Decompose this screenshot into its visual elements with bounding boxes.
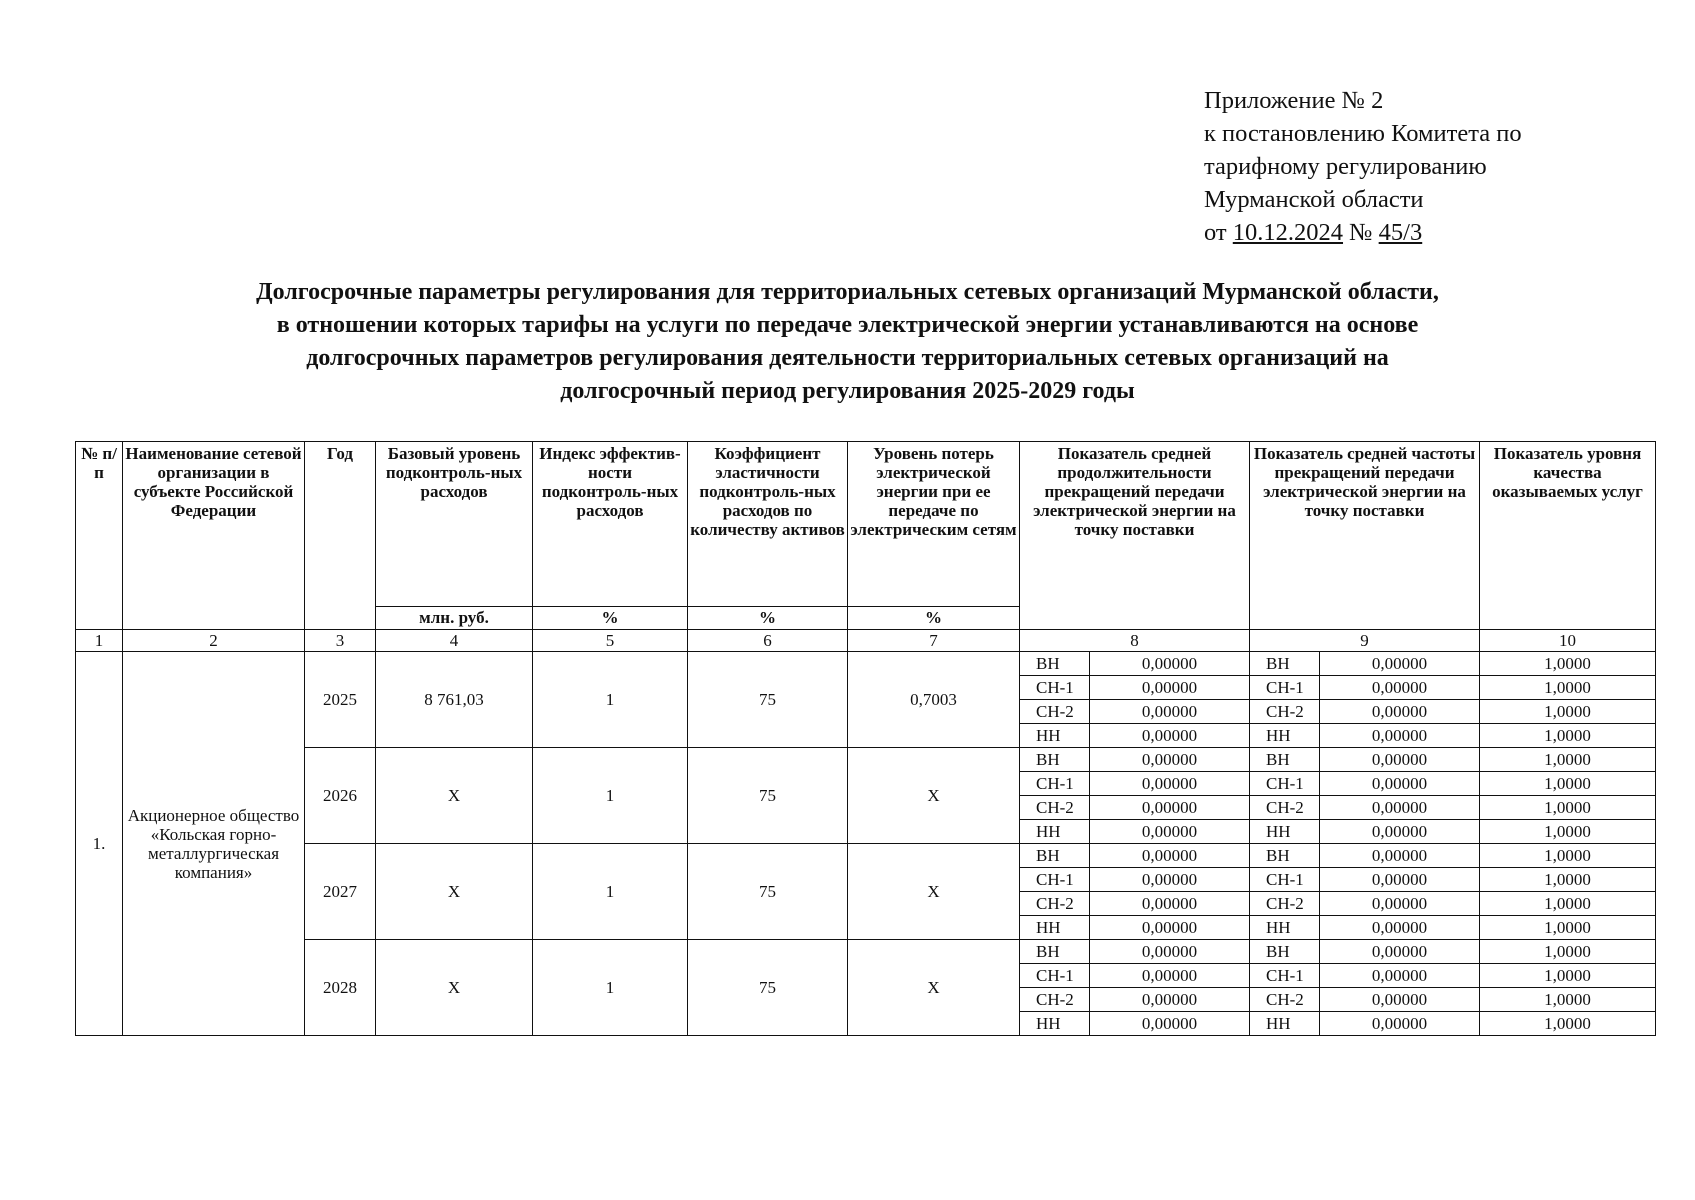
voltage-level-cell: СН-2 xyxy=(1250,700,1320,724)
voltage-level-cell: НН xyxy=(1250,724,1320,748)
quality-value-cell: 1,0000 xyxy=(1480,892,1656,916)
frequency-value-cell: 0,00000 xyxy=(1320,844,1480,868)
duration-value-cell: 0,00000 xyxy=(1090,820,1250,844)
unit-c6: % xyxy=(688,606,848,629)
parameters-table xyxy=(75,441,1656,1036)
quality-value-cell: 1,0000 xyxy=(1480,724,1656,748)
title-line: Долгосрочные параметры регулирования для территориальных сетевых организаций Мурманской области, xyxy=(256,279,1439,305)
header-base-level: Базовый уровень подконтроль-ных расходов xyxy=(376,442,533,607)
losses-cell: Х xyxy=(848,940,1020,1036)
year-cell: 2025 xyxy=(305,652,376,748)
date-prefix: от xyxy=(1204,219,1227,246)
frequency-value-cell: 0,00000 xyxy=(1320,748,1480,772)
base-level-cell: Х xyxy=(376,844,533,940)
header-year: Год xyxy=(305,442,376,630)
header-duration: Показатель средней продолжительности прекращений передачи электрической энергии на точку поставки xyxy=(1020,442,1250,630)
table-row xyxy=(76,940,1656,964)
row-number: 1. xyxy=(76,652,123,1036)
losses-cell: Х xyxy=(848,748,1020,844)
column-number: 7 xyxy=(848,630,1020,652)
duration-value-cell: 0,00000 xyxy=(1090,700,1250,724)
efficiency-index-cell: 1 xyxy=(533,748,688,844)
voltage-level-cell: СН-1 xyxy=(1020,772,1090,796)
appendix-block xyxy=(1204,84,1522,249)
frequency-value-cell: 0,00000 xyxy=(1320,868,1480,892)
frequency-value-cell: 0,00000 xyxy=(1320,1012,1480,1036)
voltage-level-cell: СН-1 xyxy=(1020,868,1090,892)
voltage-level-cell: СН-2 xyxy=(1020,892,1090,916)
frequency-value-cell: 0,00000 xyxy=(1320,700,1480,724)
voltage-level-cell: ВН xyxy=(1250,940,1320,964)
voltage-level-cell: ВН xyxy=(1020,940,1090,964)
frequency-value-cell: 0,00000 xyxy=(1320,940,1480,964)
voltage-level-cell: НН xyxy=(1020,916,1090,940)
voltage-level-cell: ВН xyxy=(1020,844,1090,868)
duration-value-cell: 0,00000 xyxy=(1090,940,1250,964)
duration-value-cell: 0,00000 xyxy=(1090,724,1250,748)
efficiency-index-cell: 1 xyxy=(533,844,688,940)
frequency-value-cell: 0,00000 xyxy=(1320,676,1480,700)
unit-c4: млн. руб. xyxy=(376,606,533,629)
header-quality: Показатель уровня качества оказываемых услуг xyxy=(1480,442,1656,630)
voltage-level-cell: НН xyxy=(1250,1012,1320,1036)
column-number: 5 xyxy=(533,630,688,652)
voltage-level-cell: СН-1 xyxy=(1020,964,1090,988)
frequency-value-cell: 0,00000 xyxy=(1320,988,1480,1012)
appendix-line: к постановлению Комитета по xyxy=(1204,120,1522,147)
title-line: долгосрочных параметров регулирования деятельности территориальных сетевых организаций на xyxy=(306,345,1389,371)
decree-date: 10.12.2024 xyxy=(1232,219,1344,246)
header-elasticity: Коэффициент эластичности подконтроль-ных расходов по количеству активов xyxy=(688,442,848,607)
voltage-level-cell: СН-2 xyxy=(1250,796,1320,820)
header-losses: Уровень потерь электрической энергии при ее передаче по электрическим сетям xyxy=(848,442,1020,607)
column-numbers-row xyxy=(76,630,1656,652)
quality-value-cell: 1,0000 xyxy=(1480,820,1656,844)
decree-number: 45/3 xyxy=(1378,219,1423,246)
column-number: 6 xyxy=(688,630,848,652)
quality-value-cell: 1,0000 xyxy=(1480,1012,1656,1036)
frequency-value-cell: 0,00000 xyxy=(1320,892,1480,916)
frequency-value-cell: 0,00000 xyxy=(1320,772,1480,796)
base-level-cell: 8 761,03 xyxy=(376,652,533,748)
frequency-value-cell: 0,00000 xyxy=(1320,796,1480,820)
voltage-level-cell: ВН xyxy=(1250,652,1320,676)
voltage-level-cell: СН-1 xyxy=(1250,868,1320,892)
duration-value-cell: 0,00000 xyxy=(1090,772,1250,796)
column-number: 1 xyxy=(76,630,123,652)
voltage-level-cell: НН xyxy=(1020,724,1090,748)
voltage-level-cell: ВН xyxy=(1250,748,1320,772)
duration-value-cell: 0,00000 xyxy=(1090,916,1250,940)
header-efficiency-index: Индекс эффектив-ности подконтроль-ных расходов xyxy=(533,442,688,607)
quality-value-cell: 1,0000 xyxy=(1480,868,1656,892)
header-frequency: Показатель средней частоты прекращений передачи электрической энергии на точку поставки xyxy=(1250,442,1480,630)
unit-c5: % xyxy=(533,606,688,629)
column-number: 10 xyxy=(1480,630,1656,652)
duration-value-cell: 0,00000 xyxy=(1090,676,1250,700)
quality-value-cell: 1,0000 xyxy=(1480,988,1656,1012)
elasticity-cell: 75 xyxy=(688,748,848,844)
column-number: 2 xyxy=(123,630,305,652)
quality-value-cell: 1,0000 xyxy=(1480,844,1656,868)
quality-value-cell: 1,0000 xyxy=(1480,652,1656,676)
quality-value-cell: 1,0000 xyxy=(1480,964,1656,988)
voltage-level-cell: ВН xyxy=(1020,748,1090,772)
voltage-level-cell: СН-2 xyxy=(1250,988,1320,1012)
column-number: 4 xyxy=(376,630,533,652)
voltage-level-cell: СН-1 xyxy=(1250,772,1320,796)
duration-value-cell: 0,00000 xyxy=(1090,748,1250,772)
appendix-line: Приложение № 2 xyxy=(1204,87,1384,114)
base-level-cell: Х xyxy=(376,940,533,1036)
org-name: Акционерное общество «Кольская горно-металлургическая компания» xyxy=(123,652,305,1036)
quality-value-cell: 1,0000 xyxy=(1480,748,1656,772)
voltage-level-cell: СН-1 xyxy=(1250,676,1320,700)
document-title xyxy=(80,276,1615,408)
voltage-level-cell: СН-2 xyxy=(1020,700,1090,724)
quality-value-cell: 1,0000 xyxy=(1480,796,1656,820)
quality-value-cell: 1,0000 xyxy=(1480,676,1656,700)
frequency-value-cell: 0,00000 xyxy=(1320,820,1480,844)
voltage-level-cell: СН-1 xyxy=(1020,676,1090,700)
quality-value-cell: 1,0000 xyxy=(1480,916,1656,940)
column-number: 8 xyxy=(1020,630,1250,652)
year-cell: 2028 xyxy=(305,940,376,1036)
quality-value-cell: 1,0000 xyxy=(1480,700,1656,724)
voltage-level-cell: СН-1 xyxy=(1250,964,1320,988)
voltage-level-cell: ВН xyxy=(1020,652,1090,676)
frequency-value-cell: 0,00000 xyxy=(1320,964,1480,988)
voltage-level-cell: СН-2 xyxy=(1020,796,1090,820)
title-line: в отношении которых тарифы на услуги по передаче электрической энергии устанавливаются на основе xyxy=(276,312,1419,338)
frequency-value-cell: 0,00000 xyxy=(1320,724,1480,748)
appendix-line: Мурманской области xyxy=(1204,186,1424,213)
duration-value-cell: 0,00000 xyxy=(1090,988,1250,1012)
duration-value-cell: 0,00000 xyxy=(1090,1012,1250,1036)
duration-value-cell: 0,00000 xyxy=(1090,652,1250,676)
voltage-level-cell: НН xyxy=(1250,820,1320,844)
frequency-value-cell: 0,00000 xyxy=(1320,652,1480,676)
header-org-name: Наименование сетевой организации в субъекте Российской Федерации xyxy=(123,442,305,630)
duration-value-cell: 0,00000 xyxy=(1090,892,1250,916)
duration-value-cell: 0,00000 xyxy=(1090,796,1250,820)
duration-value-cell: 0,00000 xyxy=(1090,844,1250,868)
frequency-value-cell: 0,00000 xyxy=(1320,916,1480,940)
efficiency-index-cell: 1 xyxy=(533,652,688,748)
duration-value-cell: 0,00000 xyxy=(1090,868,1250,892)
appendix-line: тарифному регулированию xyxy=(1204,153,1487,180)
elasticity-cell: 75 xyxy=(688,844,848,940)
appendix-date-line xyxy=(1204,216,1522,249)
losses-cell: Х xyxy=(848,844,1020,940)
header-row xyxy=(76,442,1656,607)
title-line: долгосрочный период регулирования 2025-2029 годы xyxy=(560,378,1135,404)
column-number: 3 xyxy=(305,630,376,652)
voltage-level-cell: СН-2 xyxy=(1020,988,1090,1012)
voltage-level-cell: СН-2 xyxy=(1250,892,1320,916)
elasticity-cell: 75 xyxy=(688,652,848,748)
unit-c7: % xyxy=(848,606,1020,629)
year-cell: 2026 xyxy=(305,748,376,844)
duration-value-cell: 0,00000 xyxy=(1090,964,1250,988)
losses-cell: 0,7003 xyxy=(848,652,1020,748)
column-number: 9 xyxy=(1250,630,1480,652)
table-row xyxy=(76,652,1656,676)
table-row xyxy=(76,844,1656,868)
table-row xyxy=(76,748,1656,772)
header-number: № п/ п xyxy=(76,442,123,630)
voltage-level-cell: НН xyxy=(1020,820,1090,844)
quality-value-cell: 1,0000 xyxy=(1480,772,1656,796)
efficiency-index-cell: 1 xyxy=(533,940,688,1036)
year-cell: 2027 xyxy=(305,844,376,940)
base-level-cell: Х xyxy=(376,748,533,844)
elasticity-cell: 75 xyxy=(688,940,848,1036)
voltage-level-cell: НН xyxy=(1020,1012,1090,1036)
voltage-level-cell: ВН xyxy=(1250,844,1320,868)
quality-value-cell: 1,0000 xyxy=(1480,940,1656,964)
voltage-level-cell: НН xyxy=(1250,916,1320,940)
number-sign: № xyxy=(1349,219,1373,246)
